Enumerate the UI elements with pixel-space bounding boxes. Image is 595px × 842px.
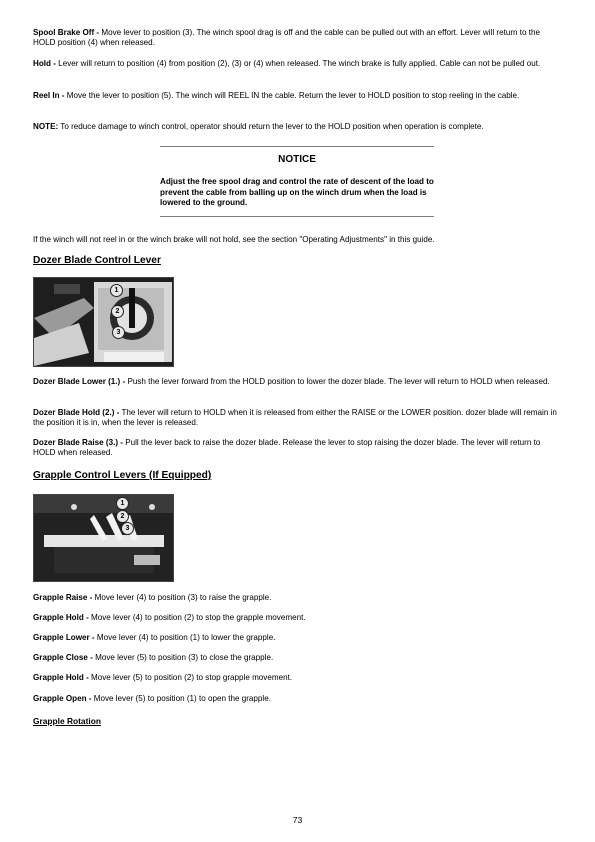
term-label: NOTE: [33,122,59,131]
grapple-close [33,653,563,663]
term-text: Move lever (4) to position (2) to stop the grapple movement. [88,613,306,622]
dozer-hold [33,408,563,428]
dozer-lever-photo [33,277,174,367]
term-text: Move lever (4) to position (3) to raise the grapple. [92,593,272,602]
term-label: Spool Brake Off - [33,28,100,37]
page-number: 73 [292,815,303,825]
notice-title: NOTICE [278,154,316,165]
term-text: Move lever (5) to position (1) to open the grapple. [91,694,271,703]
term-label: Hold - [33,59,56,68]
dozer-photo-graphic [34,278,173,366]
grapple-heading: Grapple Control Levers (If Equipped) [33,470,212,481]
term-text: Lever will return to position (4) from position (2), (3) or (4) when released. The winch brake is fully applied. Cable can not be pulled out. [55,59,541,68]
grapple-open [33,694,563,704]
term-label: Grapple Open - [33,694,92,703]
callout-3: 3 [112,326,125,339]
winch-note: If the winch will not reel in or the winch brake will not hold, see the section "Operating Adjustments" in this guide. [33,235,435,244]
paragraph-note [33,122,563,132]
paragraph-hold [33,59,563,69]
term-text: Push the lever forward from the HOLD position to lower the dozer blade. The lever will return to HOLD when released. [125,377,550,386]
term-text: To reduce damage to winch control, operator should return the lever to the HOLD position when operation is complete. [58,122,484,131]
term-label: Grapple Hold - [33,613,89,622]
term-text: Move the lever to position (5). The winch will REEL IN the cable. Return the lever to HOLD position to stop reeling in the cable. [64,91,520,100]
paragraph-reel-in [33,91,563,101]
term-label: Grapple Raise - [33,593,93,602]
grapple-raise [33,593,563,603]
dozer-lower [33,377,563,387]
term-text: Move lever (5) to position (2) to stop grapple movement. [88,673,293,682]
term-text: Move lever (4) to position (1) to lower the grapple. [94,633,276,642]
callout-1: 1 [110,284,123,297]
term-text: Move lever to position (3). The winch spool drag is off and the cable can be pulled out with an effort. Lever will return to the HOLD position (4) when released. [33,28,541,48]
grapple-lever-photo [33,494,174,582]
dozer-raise [33,438,563,458]
notice-bottom-rule [160,216,434,217]
paragraph-spool-brake-off [33,28,563,48]
callout-2: 2 [111,305,124,318]
term-text: Pull the lever back to raise the dozer blade. Release the lever to stop raising the dozer blade. The lever will return to HOLD when released. [33,438,541,458]
dozer-heading: Dozer Blade Control Lever [33,255,161,266]
term-label: Grapple Lower - [33,633,95,642]
notice-top-rule [160,146,434,147]
term-text: The lever will return to HOLD when it is released from either the RAISE or the LOWER position. dozer blade will remain in the position it is in, when the lever is released. [33,408,557,428]
grapple-hold-1 [33,613,563,623]
grapple-rotation-heading: Grapple Rotation [33,716,101,726]
callout-3: 3 [121,522,134,535]
term-label: Dozer Blade Raise (3.) - [33,438,123,447]
callout-2: 2 [116,510,129,523]
term-label: Dozer Blade Hold (2.) - [33,408,120,417]
grapple-hold-2 [33,673,563,683]
term-label: Reel In - [33,91,65,100]
term-label: Grapple Close - [33,653,93,662]
grapple-photo-graphic [34,495,173,581]
grapple-lower [33,633,563,643]
callout-1: 1 [116,497,129,510]
term-text: Move lever (5) to position (3) to close the grapple. [92,653,274,662]
notice-body: Adjust the free spool drag and control the rate of descent of the load to prevent the cable from balling up on the winch drum when the load is lowered to the ground. [160,177,434,208]
term-label: Dozer Blade Lower (1.) - [33,377,126,386]
term-label: Grapple Hold - [33,673,89,682]
